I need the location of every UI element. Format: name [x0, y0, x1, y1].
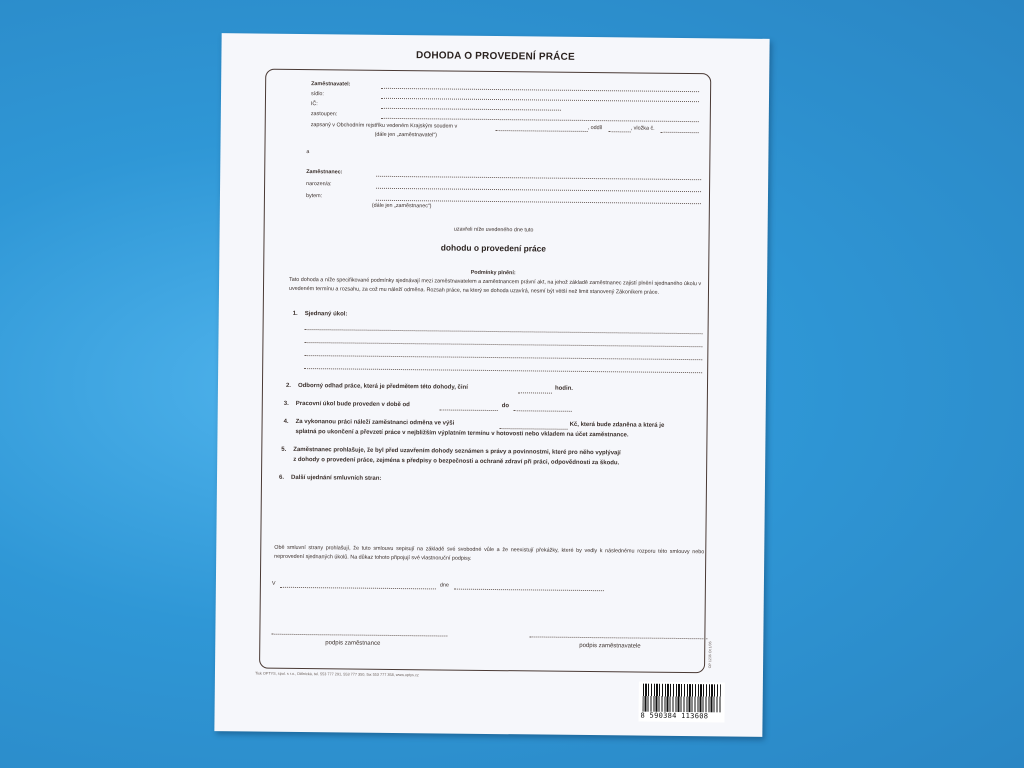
barcode [638, 682, 724, 723]
item6-label: Další ujednání smluvních stran: [290, 474, 382, 482]
ic-label: IČ: [310, 101, 318, 108]
item2-text: Odborný odhad práce, která je předmětem této dohody, činí [297, 382, 468, 391]
intro-paragraph: Tato dohoda a níže specifikované podmínky sjednávají mezi zaměstnavatelem a zaměstnancem právní akt, na jehož základě zaměstnanec zajistí plnění sjednaného úkolu v uvedeném termínu a rozsahu, za což mu náleží odměna. Rozsah práce, na který se dohoda uzavírá, nesmí být větší než limit stanovený Zákoníkem práce. [288, 276, 702, 296]
conditions-heading: Podmínky plnění: [470, 269, 516, 277]
item4-text-a: Za vykonanou práci náleží zaměstnanci odměna ve výši [295, 418, 455, 427]
closing-paragraph: Obě smluvní strany prohlašují, že tuto smlouvu sepisují na základě své svobodné vůle a že neexistují překážky, které by vedly k následnému rozporu této smlouvy nebo neprovedení sjednaných úkolů. Na důkaz tohoto připojují své vlastnoruční podpisy. [274, 544, 705, 562]
register-section-label: , oddíl [587, 124, 603, 132]
item1-label: Sjednaný úkol: [304, 311, 348, 318]
additional-terms-area[interactable] [290, 486, 692, 538]
employer-signature-label: podpis zaměstnavatele [579, 642, 641, 650]
register-section-field[interactable] [609, 131, 631, 132]
item6-number: 6. [278, 474, 285, 481]
agreement-heading: dohodu o provedení práce [440, 242, 547, 254]
item2-number: 2. [285, 382, 292, 389]
register-insert-label: , vložka č. [630, 125, 655, 132]
item4-text-b: Kč, která bude zdaněna a která je [569, 421, 665, 429]
barcode-digits: 8 590384 113608 [640, 711, 709, 721]
printer-footer: Tisk OPTYS, spol. s r.o., Dělnická, tel. 553 777 291, 553 777 350, fax 553 777 358, www.optys.cz [254, 671, 419, 678]
register-text: zapsaný v Obchodním rejstříku vedeném Krajským soudem v [310, 122, 458, 130]
date-label: dne [439, 582, 449, 589]
form-code: OP 1236 Ot 1/06 [708, 641, 713, 669]
item3-to: do [501, 403, 510, 410]
concluded-text: uzavřeli níže uvedeného dne tuto [453, 226, 534, 234]
item2-unit: hodin. [554, 385, 573, 392]
item5-text-a: Zaměstnanec prohlašuje, že byl před uzavřením dohody seznámen s právy a povinnostmi, které pro něho vyplývají [293, 446, 621, 457]
born-label: narozen/a: [306, 181, 332, 188]
and-text: a [306, 149, 310, 156]
employer-label: Zaměstnavatel: [311, 81, 351, 88]
place-label: V [271, 580, 276, 587]
item3-number: 3. [283, 400, 289, 407]
employee-label: Zaměstnanec: [306, 169, 343, 176]
employee-note: (dále jen „zaměstnanec“) [371, 202, 432, 210]
document-title: DOHODA O PROVEDENÍ PRÁCE [415, 50, 575, 63]
represented-label: zastoupen: [310, 111, 338, 118]
item5-number: 5. [281, 446, 287, 453]
item5-text-b: z dohody o provedení práce, zejména s předpisy o bezpečnosti a ochraně zdraví při práci, odpovědnosti za škodu. [293, 456, 620, 467]
employer-note: (dále jen „zaměstnavatel“) [374, 131, 437, 139]
form-sheet [214, 33, 769, 737]
employee-signature-label: podpis zaměstnance [325, 640, 381, 647]
seat-label: sídlo: [311, 91, 324, 98]
item1-number: 1. [292, 310, 298, 317]
barcode-bars [643, 684, 721, 713]
item4-text-c: splatná po ukončení a převzetí práce v nejbližším výplatním termínu v hotovosti nebo vkladem na účet zaměstnance. [295, 428, 629, 439]
residence-label: bytem: [305, 193, 323, 200]
item3-text: Pracovní úkol bude proveden v době od [295, 400, 410, 409]
item4-number: 4. [283, 418, 289, 425]
